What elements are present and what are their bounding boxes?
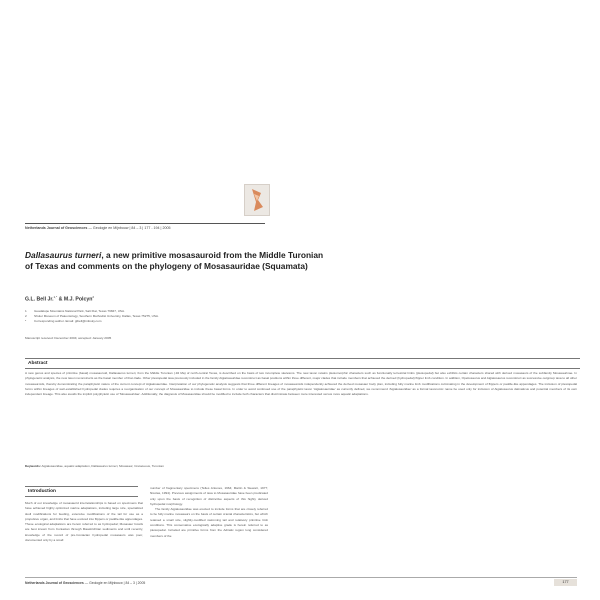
journal-subtitle: Geologie en Mijnbouw	[92, 226, 129, 230]
author-2-name: M.J. Polcyn	[63, 296, 93, 303]
introduction-heading: Introduction	[25, 486, 138, 497]
page-number: 177	[554, 579, 577, 586]
footer-year: 2005	[137, 581, 146, 585]
keywords	[25, 464, 577, 468]
journal-logo-icon	[245, 185, 269, 215]
intro-paragraph: number of fragmentary specimens (Telles Antunes, 1964; Martin & Stewart, 1977; Nicolas, 1994). Previous assignments of taxa to Mosasauridae have been predicated only upon the basis of recognition of distinctive aspects of this highly derived hydropedal morphology.	[150, 486, 268, 506]
abstract-heading: Abstract	[25, 358, 580, 369]
affiliation-mark: 1	[25, 309, 27, 313]
article-title-taxon: Dallasaurus turneri	[25, 250, 102, 260]
affiliation-text: Shuler Museum of Paleontology, Southern Methodist University, Dallas, Texas 75275, USA.	[34, 313, 159, 318]
intro-column-right	[150, 486, 268, 539]
footer-volume: 84	[125, 581, 130, 585]
affiliation-text: Corresponding author. Email: glbell@infosky.com	[34, 318, 102, 323]
footer-subtitle: Geologie en Mijnbouw	[89, 581, 123, 585]
journal-header: Netherlands Journal of Geosciences — Geologie en Mijnbouw | 84 – 3 | 177 - 194 | 2005	[25, 223, 265, 230]
intro-column-left	[25, 501, 143, 543]
keywords-text: Aigialosauridae, aquatic adaptation, Dallasaurus turneri, Mosasaur, Cretaceous, Turonian	[41, 464, 164, 468]
manuscript-dates: Manuscript received: December 2004; accepted: January 2005	[25, 336, 112, 340]
journal-pages: 177 - 194	[144, 226, 160, 230]
journal-logo	[244, 184, 270, 216]
author-list	[25, 295, 94, 303]
affiliation-text: Guadalupe Mountains National Park, Salt Flat, Texas 79847, USA.	[34, 309, 125, 313]
journal-issue: 3	[139, 226, 142, 230]
author-connector: &	[58, 296, 63, 303]
journal-volume: 84	[131, 226, 136, 230]
article-title	[25, 250, 325, 271]
author-1-mark: 1,*	[53, 295, 58, 299]
intro-paragraph: Much of our knowledge of mosasaurid interrelationships is based on specimens that have achieved highly optimized marine adaptations, including large size, specialized skull modifications for feeding, extensive modifications of the tail for use as a propulsive organ, and limbs that have evolved into flippers or paddle-like appendages. These ecological adaptations are herein referred to as hydropedal; Mosasaur fossils are best known from Coniacian through Maastrichtian sediments and until recently, knowledge of the record of pre-Coniacian hydropedal mosasaurs was poor, documented only by a small	[25, 501, 143, 543]
affiliation-mark: *	[25, 318, 27, 323]
footer-journal-line: Netherlands Journal of Geosciences — Geologie en Mijnbouw | 84 – 3 | 2005	[25, 581, 146, 585]
keywords-label: Keywords:	[25, 464, 41, 468]
author-1-name: G.L. Bell Jr.	[25, 296, 54, 303]
footer-issue: 3	[133, 581, 135, 585]
affiliation-mark: 2	[25, 313, 27, 318]
journal-year: 2005	[162, 226, 171, 230]
article-title-rest: , a new primitive mosasauroid from the Middle Turonian of Texas and comments on the phylogeny of Mosasauridae (Squamata)	[25, 250, 324, 271]
page-footer	[25, 577, 577, 587]
footer-journal-name: Netherlands Journal of Geosciences	[25, 581, 84, 585]
author-2-mark: 2	[92, 295, 95, 299]
intro-paragraph: The family Aigialosauridae was erected to include forms that are closely referred to be fully marine mosasaurs on the basis of certain cranial characteristics, but which retained a small size, slightly-modified swimming tail and relatively primitive limb conditions. This conservative ecologically adaptive grade is herein referred to as plesiopedal. Included are primitive forms from the Adriatic region long considered members of the	[150, 507, 268, 538]
journal-name: Netherlands Journal of Geosciences	[25, 226, 88, 230]
affiliation-item	[25, 319, 159, 324]
affiliations	[25, 309, 159, 324]
abstract-text: A new genus and species of primitive (basal) mosasauroid, Dallasaurus turneri, from the Middle Turonian (-92 Ma) of north-central Texas, is described on the basis of two incomplete skeletons. The new taxon retains plesiomorphic characters such as functionally terrestrial limbs (plesiopedal) but also exhibits certain characters shared with derived mosasaurs of the subfamily Mosasaurinae. In phylogenetic analysis, the new taxon reconstructs as the basal member of that clade. Other plesiopedal taxa previously included in the family Aigialosauridae reconstruct as basal positions within three different, major clades that include members that achieved the derived (hydropedal) flipper limb condition. In addition, Opetiosaurus and Aigialosaurus reconstruct as successive outgroup taxa to all other mosasauroids, thereby demonstrating the paraphyletic nature of the current concept of Aigialosauridae. Interpretation of our phylogenetic analysis suggests that three different lineages of mosasauroids independently achieved the derived mosasaur body plan, including fully marine limb modifications culminating in the development of flippers or paddle-like appendages. The inclusion of plesiopedal forms within lineages of well-established hydropedal clades requires a reorganisation of our concept of Mosasauridae to include these basal forms. In order to avoid continued use of the paraphyletic taxon 'Aigialosauridae' as currently defined, we recommend 'Aigialosauridae' as a formal taxonomic name be used only for inclusion of Aigialosaurus dalmaticus and potential members of its own independent lineage. This also avoids the implicit polyphyletic use of 'Mosasauridae'. Additionally, the diagnosis of Mosasauridae should be modified to include both characters that discriminate between more interested versus more aquatic adaptations.	[25, 371, 577, 397]
